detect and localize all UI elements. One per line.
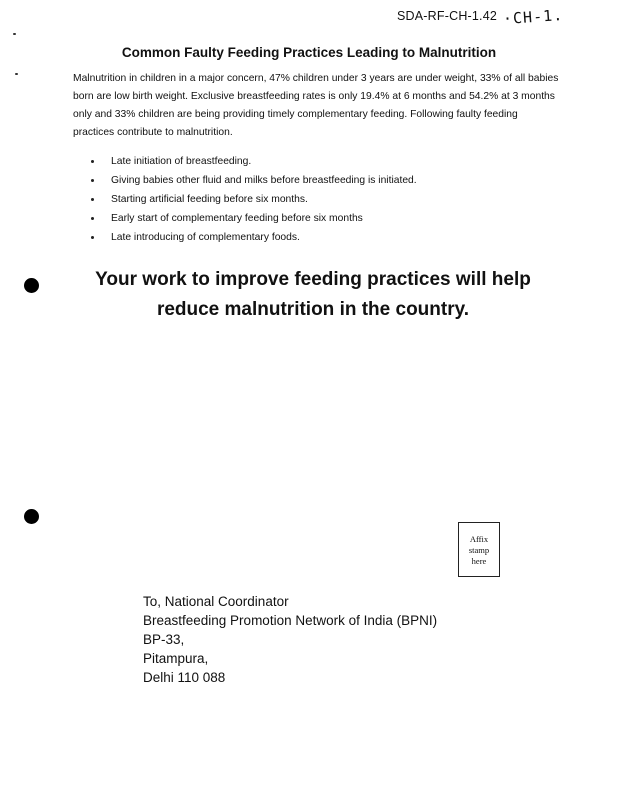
doc-code: SDA-RF-CH-1.42 bbox=[397, 9, 498, 23]
address-line: Pitampura, bbox=[143, 651, 209, 666]
page-title: Common Faulty Feeding Practices Leading to Malnutrition bbox=[121, 45, 497, 60]
stamp-text: Affix bbox=[469, 534, 489, 544]
address-line: BP-33, bbox=[143, 632, 185, 647]
list-item: Giving babies other fluid and milks before breastfeeding is initiated. bbox=[90, 171, 510, 190]
stamp-box bbox=[458, 522, 500, 577]
call-to-action-line: Your work to improve feeding practices will help bbox=[95, 269, 531, 290]
punch-hole bbox=[24, 509, 39, 524]
list-item: Late introducing of complementary foods. bbox=[90, 228, 510, 247]
intro-paragraph: Malnutrition in children in a major concern, 47% children under 3 years are under weight, 33% of all babies born are low birth weight. Exclusive breastfeeding rates is only 19.4% at 6 months and 54.2% at 3 months only and 33% children are being providing timely complementary feeding. Following faulty feeding practices contribute to malnutrition. bbox=[73, 73, 559, 138]
mailing-address bbox=[143, 592, 437, 687]
faulty-practices-list bbox=[90, 152, 510, 247]
list-item: Starting artificial feeding before six months. bbox=[90, 190, 510, 209]
stamp-text: here bbox=[471, 556, 487, 566]
address-line: Breastfeeding Promotion Network of India (BPNI) bbox=[143, 613, 438, 628]
scan-speck bbox=[15, 73, 18, 75]
stamp-text: stamp bbox=[468, 545, 490, 555]
list-item: Late initiation of breastfeeding. bbox=[90, 152, 510, 171]
handwritten-note: ·CH-1. bbox=[502, 5, 564, 29]
call-to-action-line: reduce malnutrition in the country. bbox=[156, 299, 470, 320]
call-to-action bbox=[0, 265, 618, 325]
address-line: To, National Coordinator bbox=[143, 594, 289, 609]
punch-hole bbox=[24, 278, 39, 293]
scan-speck bbox=[13, 33, 16, 35]
list-item: Early start of complementary feeding before six months bbox=[90, 209, 510, 228]
address-line: Delhi 110 088 bbox=[143, 670, 226, 685]
